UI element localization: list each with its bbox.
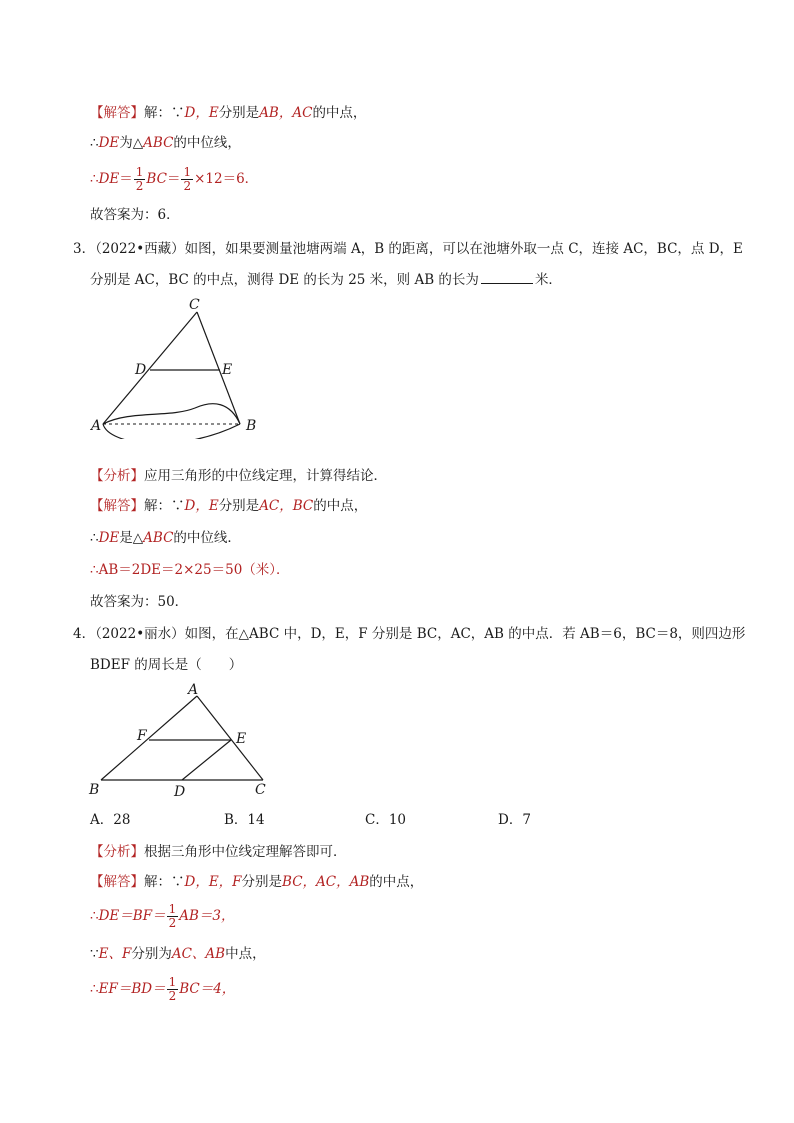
q2-final-answer: 故答案为：6． xyxy=(90,207,180,223)
answer-tag: 【解答】 xyxy=(90,105,144,121)
fraction: $\frac{1}{2}$ xyxy=(183,164,192,193)
q3-final-answer: 故答案为：50． xyxy=(90,594,189,610)
q3-answer-line2: ∴DE是△ABC的中位线． xyxy=(90,530,241,546)
q2-answer-line2: ∴DE为△ABC的中位线， xyxy=(90,135,241,151)
label-A: A xyxy=(91,418,102,434)
q4-answer-line2: ∴ DE＝BF＝ $\frac{1}{2}$ AB＝3， xyxy=(90,901,235,930)
fraction: $\frac{1}{2}$ xyxy=(168,901,177,930)
q2-answer-line3: ∴ DE ＝ $\frac{1}{2}$ BC ＝ $\frac{1}{2}$ ×12＝6． xyxy=(90,164,259,193)
q4-answer-line4: ∴ EF＝BD＝ $\frac{1}{2}$ BC＝4， xyxy=(90,974,236,1003)
answer-tag: 【解答】 xyxy=(90,874,144,890)
q2-answer-line1: 【解答】解：∵D，E分别是AB，AC的中点， xyxy=(90,105,367,121)
label-B: B xyxy=(89,782,100,798)
option-b[interactable]: B．14 xyxy=(224,812,265,828)
label-F: F xyxy=(137,728,147,744)
q3-analysis: 【分析】应用三角形的中位线定理，计算得结论． xyxy=(90,468,387,484)
label-C: C xyxy=(255,782,266,798)
label-E: E xyxy=(222,362,233,378)
fraction: $\frac{1}{2}$ xyxy=(135,164,144,193)
q3-answer-line3: ∴AB＝2DE＝2×25＝50（米）． xyxy=(90,562,290,578)
option-d[interactable]: D．7 xyxy=(498,812,531,828)
label-B: B xyxy=(246,418,257,434)
q4-answer-line1: 【解答】解：∵D，E，F分别是BC，AC，AB的中点， xyxy=(90,874,424,890)
q4-analysis: 【分析】根据三角形中位线定理解答即可． xyxy=(90,844,347,860)
fraction: $\frac{1}{2}$ xyxy=(168,974,177,1003)
triangle-abc-figure xyxy=(85,680,275,802)
label-D: D xyxy=(174,784,186,800)
q4-stem-line2: BDEF 的周长是（ ） xyxy=(90,657,243,673)
label-E: E xyxy=(236,731,247,747)
q3-stem-line1: 3．（2022•西藏）如图，如果要测量池塘两端 A，B 的距离，可以在池塘外取一点 C，连接 AC，BC，点 D，E xyxy=(73,241,743,257)
q4-answer-line3: ∵E、F分别为AC、AB中点， xyxy=(90,946,266,962)
q3-answer-line1: 【解答】解：∵D，E分别是AC，BC的中点， xyxy=(90,498,368,514)
option-a[interactable]: A．28 xyxy=(90,812,131,828)
option-c[interactable]: C．10 xyxy=(365,812,407,828)
answer-blank[interactable] xyxy=(481,270,533,284)
q4-stem-line1: 4．（2022•丽水）如图，在△ABC 中，D，E，F 分别是 BC，AC，AB 的中点．若 AB＝6，BC＝8，则四边形 xyxy=(73,626,746,642)
answer-tag: 【解答】 xyxy=(90,498,144,514)
label-C: C xyxy=(189,297,200,313)
analysis-tag: 【分析】 xyxy=(90,468,144,484)
q3-stem-line2: 分别是 AC，BC 的中点，测得 DE 的长为 25 米，则 AB 的长为 米． xyxy=(90,272,562,288)
analysis-tag: 【分析】 xyxy=(90,844,144,860)
label-A: A xyxy=(188,682,199,698)
pond-triangle-figure xyxy=(85,294,270,439)
label-D: D xyxy=(135,362,147,378)
